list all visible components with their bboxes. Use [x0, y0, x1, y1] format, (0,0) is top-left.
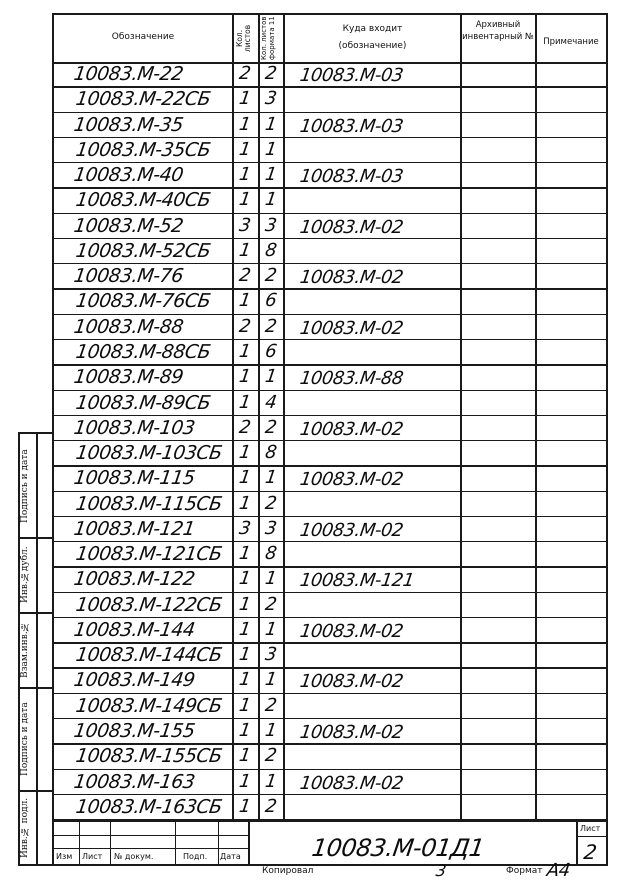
row-where-used: 10083.М-02	[298, 267, 405, 289]
row-designation: 10083.М-103	[72, 416, 197, 439]
row-where-used: 10083.М-121	[298, 570, 416, 592]
header-qty-format: Кол. листов формата 11	[260, 16, 276, 61]
stamp-copy-mark: 3	[434, 861, 448, 880]
header-designation: Обозначение	[111, 32, 175, 42]
row-format: 3	[263, 644, 279, 666]
table-row	[52, 416, 608, 441]
row-format: 1	[263, 366, 279, 388]
side-label-vzam-inv: Взам.инв.№	[20, 621, 30, 679]
row-format: 6	[263, 340, 279, 362]
row-format: 1	[263, 618, 279, 640]
table-row	[52, 188, 608, 213]
stamp-izm: Изм	[56, 852, 73, 861]
table-row	[52, 719, 608, 744]
row-sheets: 1	[237, 442, 253, 464]
header-archive: Архивный инвентарный №	[462, 20, 534, 42]
row-designation: 10083.М-40	[72, 164, 185, 187]
row-format: 1	[263, 113, 279, 135]
stamp-document-code: 10083.М-01Д1	[310, 834, 486, 862]
row-sheets: 1	[237, 669, 253, 691]
row-where-used: 10083.М-03	[298, 65, 405, 86]
stamp-doc-no: № докум.	[114, 852, 154, 861]
row-sheets: 1	[237, 113, 253, 135]
row-where-used: 10083.М-02	[298, 620, 405, 642]
row-sheets: 1	[237, 138, 253, 160]
row-designation: 10083.М-115СБ	[74, 492, 224, 515]
table-row	[52, 163, 608, 188]
row-format: 1	[263, 164, 279, 186]
row-format: 2	[263, 315, 279, 337]
header-where-used-sub: (обозначение)	[338, 41, 407, 51]
table-row	[52, 694, 608, 719]
row-designation: 10083.М-155	[72, 720, 197, 743]
row-format: 1	[263, 568, 279, 590]
stamp-v-1	[79, 820, 80, 864]
frame-top	[52, 13, 608, 15]
stamp-podp: Подп.	[183, 852, 208, 861]
table-row	[52, 567, 608, 592]
row-format: 2	[263, 795, 279, 817]
row-format: 1	[263, 467, 279, 489]
row-format: 2	[263, 694, 279, 716]
table-row	[52, 87, 608, 112]
row-sheets: 1	[237, 720, 253, 742]
table-row	[52, 770, 608, 795]
row-format: 3	[263, 517, 279, 539]
row-designation: 10083.М-88СБ	[74, 340, 212, 363]
table-row	[52, 391, 608, 416]
stamp-sheet-h	[576, 836, 608, 837]
table-row	[52, 593, 608, 618]
row-designation: 10083.М-76	[72, 265, 185, 288]
stamp-sheet-v	[576, 820, 578, 864]
row-format: 2	[263, 265, 279, 287]
row-format: 1	[263, 770, 279, 792]
row-designation: 10083.М-155СБ	[74, 745, 224, 768]
row-sheets: 1	[237, 366, 253, 388]
row-format: 1	[263, 189, 279, 211]
stamp-v-3	[175, 820, 176, 864]
row-designation: 10083.М-40СБ	[74, 189, 212, 212]
stamp-sheet-label: Лист	[580, 824, 601, 833]
row-designation: 10083.М-144	[72, 618, 197, 641]
row-designation: 10083.М-52	[72, 214, 185, 237]
row-format: 3	[263, 214, 279, 236]
row-designation: 10083.М-22	[72, 63, 185, 85]
row-where-used: 10083.М-02	[298, 418, 405, 440]
row-sheets: 1	[237, 88, 253, 110]
row-format: 8	[263, 442, 279, 464]
row-format: 8	[263, 239, 279, 261]
row-format: 2	[263, 745, 279, 767]
table-row	[52, 517, 608, 542]
side-label-inv-dubl: Инв.№дубл.	[20, 546, 30, 604]
stamp-format-label: Формат	[506, 866, 543, 876]
table-row	[52, 214, 608, 239]
row-designation: 10083.М-35СБ	[74, 138, 212, 161]
row-designation: 10083.М-122	[72, 568, 197, 591]
stamp-v-2	[110, 820, 111, 864]
row-format: 2	[263, 492, 279, 514]
side-div-4	[18, 790, 52, 792]
row-sheets: 1	[237, 340, 253, 362]
row-where-used: 10083.М-02	[298, 317, 405, 339]
row-sheets: 1	[237, 164, 253, 186]
row-designation: 10083.М-122СБ	[74, 593, 224, 616]
table-row	[52, 441, 608, 466]
row-designation: 10083.М-35	[72, 113, 185, 136]
row-format: 1	[263, 669, 279, 691]
row-sheets: 1	[237, 467, 253, 489]
table-row	[52, 668, 608, 693]
side-label-sign-date-2: Подпись и дата	[20, 702, 30, 776]
row-designation: 10083.М-149СБ	[74, 694, 224, 717]
stamp-list: Лист	[82, 852, 103, 861]
table-row	[52, 365, 608, 390]
row-where-used: 10083.М-02	[298, 772, 405, 794]
stamp-top	[52, 820, 608, 822]
row-sheets: 2	[237, 265, 253, 287]
row-where-used: 10083.М-02	[298, 216, 405, 238]
table-row	[52, 315, 608, 340]
header-qty-sheets: Кол. листов	[235, 24, 252, 53]
row-sheets: 2	[237, 416, 253, 438]
row-designation: 10083.М-163СБ	[74, 795, 224, 818]
row-sheets: 1	[237, 770, 253, 792]
side-strip-top	[18, 432, 52, 434]
side-strip-inner	[36, 432, 38, 866]
side-label-inv-podl: Инв.№ подл.	[20, 797, 30, 859]
table-row	[52, 542, 608, 567]
row-sheets: 1	[237, 391, 253, 413]
stamp-v-4	[218, 820, 219, 864]
row-sheets: 1	[237, 568, 253, 590]
row-sheets: 1	[237, 745, 253, 767]
side-label-sign-date-1: Подпись и дата	[20, 449, 30, 523]
row-format: 1	[263, 720, 279, 742]
row-sheets: 1	[237, 618, 253, 640]
row-sheets: 1	[237, 694, 253, 716]
row-sheets: 2	[237, 63, 253, 84]
table-row	[52, 138, 608, 163]
row-format: 2	[263, 63, 279, 84]
row-format: 6	[263, 290, 279, 312]
table-row	[52, 264, 608, 289]
row-format: 3	[263, 88, 279, 110]
row-format: 4	[263, 391, 279, 413]
row-sheets: 1	[237, 290, 253, 312]
table-row	[52, 113, 608, 138]
stamp-copied: Копировал	[262, 866, 314, 876]
row-where-used: 10083.М-03	[298, 166, 405, 188]
row-designation: 10083.М-115	[72, 467, 197, 490]
stamp-sheet-number: 2	[582, 840, 598, 864]
row-format: 2	[263, 593, 279, 615]
row-sheets: 1	[237, 492, 253, 514]
row-designation: 10083.М-89СБ	[74, 391, 212, 414]
row-sheets: 1	[237, 189, 253, 211]
row-designation: 10083.М-121	[72, 517, 197, 540]
header-where-used: Куда входит	[342, 24, 403, 34]
row-format: 8	[263, 543, 279, 565]
side-div-3	[18, 687, 52, 689]
stamp-format-value: А4	[545, 860, 572, 881]
row-sheets: 1	[237, 239, 253, 261]
row-where-used: 10083.М-02	[298, 722, 405, 744]
row-sheets: 1	[237, 543, 253, 565]
table-row	[52, 744, 608, 769]
row-designation: 10083.М-88	[72, 315, 185, 338]
table-row	[52, 795, 608, 820]
row-designation: 10083.М-163	[72, 770, 197, 793]
table-row	[52, 618, 608, 643]
row-where-used: 10083.М-02	[298, 469, 405, 491]
table-row	[52, 492, 608, 517]
row-designation: 10083.М-149	[72, 669, 197, 692]
row-where-used: 10083.М-02	[298, 671, 405, 693]
stamp-v-5	[248, 820, 250, 864]
row-designation: 10083.М-22СБ	[74, 88, 212, 111]
row-sheets: 3	[237, 517, 253, 539]
row-sheets: 2	[237, 315, 253, 337]
table-row	[52, 239, 608, 264]
row-where-used: 10083.М-88	[298, 368, 405, 390]
table-row	[52, 643, 608, 668]
row-sheets: 1	[237, 644, 253, 666]
row-sheets: 1	[237, 795, 253, 817]
header-notes: Примечание	[543, 37, 599, 47]
table-row	[52, 340, 608, 365]
row-designation: 10083.М-144СБ	[74, 644, 224, 667]
row-designation: 10083.М-89	[72, 366, 185, 389]
row-where-used: 10083.М-03	[298, 115, 405, 137]
row-sheets: 1	[237, 593, 253, 615]
side-div-1	[18, 537, 52, 539]
row-where-used: 10083.М-02	[298, 519, 405, 541]
stamp-data: Дата	[220, 852, 241, 861]
row-format: 2	[263, 416, 279, 438]
row-designation: 10083.М-103СБ	[74, 442, 224, 465]
row-sheets: 3	[237, 214, 253, 236]
row-format: 1	[263, 138, 279, 160]
table-row	[52, 62, 608, 87]
row-designation: 10083.М-52СБ	[74, 239, 212, 262]
row-designation: 10083.М-76СБ	[74, 290, 212, 313]
table-row	[52, 466, 608, 491]
row-designation: 10083.М-121СБ	[74, 543, 224, 566]
table-row	[52, 289, 608, 314]
